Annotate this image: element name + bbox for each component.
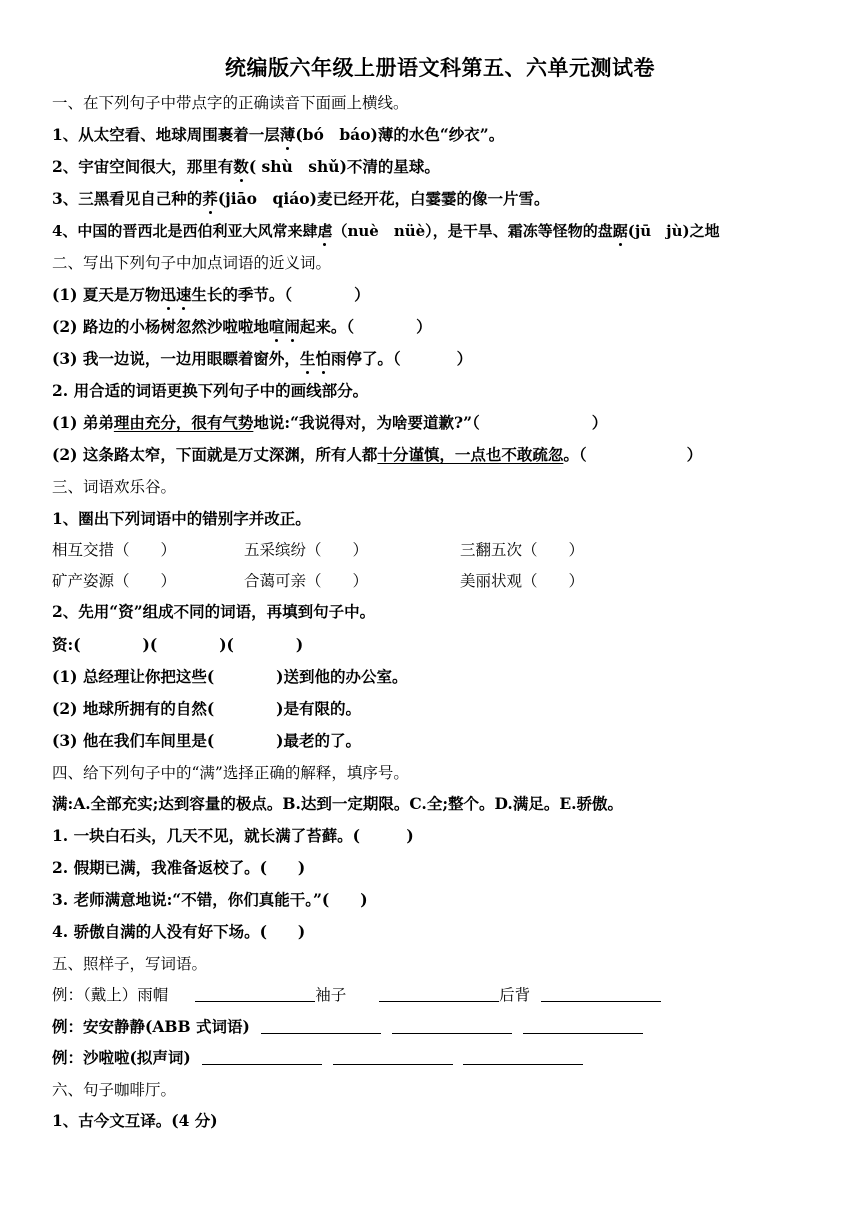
zi-word-line: 资:( )( )( ) <box>52 635 304 654</box>
dotted-char: 怕 <box>315 347 331 371</box>
s2-q3-text: (3) 我一边说，一边用眼瞟着窗外， <box>52 349 300 368</box>
dotted-char: 速 <box>176 283 192 307</box>
close-paren: ） <box>354 285 370 304</box>
section-4-heading: 四、给下列句子中的“满”选择正确的解释，填序号。 <box>52 764 409 782</box>
prompt-word: 袖子 <box>315 986 347 1004</box>
s2-q1-text: (1) 夏天是万物 <box>52 285 161 304</box>
s1-q4-text-mid: ，是干旱、霜冻等怪物的盘 <box>432 222 613 240</box>
s1-q1-text-end: 薄的水色“纱衣”。 <box>377 125 505 144</box>
close-paren: ） <box>591 413 608 432</box>
section-1-heading: 一、在下列句子中带点字的正确读音下面画上横线。 <box>52 94 409 112</box>
s3-sub-1: 1、圈出下列词语中的错别字并改正。 <box>52 509 311 528</box>
s4-question-1: 1. 一块白石头，几天不见，就长满了苔藓。( ) <box>52 826 414 845</box>
s5-example-3 <box>52 1046 583 1070</box>
underlined-phrase: 十分谨慎，一点也不敢疏忽 <box>377 445 564 464</box>
dotted-char: 薄 <box>280 123 296 147</box>
s2-r2-text: (2) 这条路太窄，下面就是万丈深渊，所有人都 <box>52 445 378 464</box>
section-2-heading: 二、写出下列句子中加点词语的近义词。 <box>52 254 332 272</box>
s2-question-3 <box>52 347 472 371</box>
underlined-phrase: 理由充分，很有气势 <box>113 413 254 432</box>
s1-q1-text: 1、从太空看、地球周围裹着一层 <box>52 125 280 144</box>
dotted-char: 虐 <box>317 219 332 243</box>
answer-blank[interactable] <box>195 985 315 1002</box>
s2-sub-heading: 2. 用合适的词语更换下列句子中的画线部分。 <box>52 381 369 400</box>
s2-r1-text: (1) 弟弟 <box>52 413 114 432</box>
section-6-heading: 六、句子咖啡厅。 <box>52 1081 177 1099</box>
pinyin-options: (jiāo qiáo) <box>217 189 317 208</box>
s4-question-2: 2. 假期已满，我准备返校了。( ) <box>52 858 306 877</box>
pinyin-options: ( shù shǔ) <box>248 157 347 176</box>
pinyin-options: (bó báo) <box>295 125 378 144</box>
s2-q2-text-end: 起来。（ <box>299 317 355 336</box>
man-definitions: 满:A.全部充实;达到容量的极点。B.达到一定期限。C.全;整个。D.满足。E.骄傲。 <box>52 794 624 813</box>
s1-q2-text: 2、宇宙空间很大，那里有 <box>52 157 234 176</box>
word-item: 五采缤纷（ ） <box>244 541 369 559</box>
example-text: 例：安安静静(ABB 式词语) <box>52 1017 250 1036</box>
s1-q4-text: 4、中国的晋西北是西伯利亚大风常来肆 <box>52 222 318 240</box>
s1-q3-text-end: 麦已经开花，白霎霎的像一片雪。 <box>316 189 550 208</box>
s1-q3-text: 3、三黑看见自己种的 <box>52 189 203 208</box>
s3-fill-2: (2) 地球所拥有的自然( )是有限的。 <box>52 699 362 718</box>
s2-q3-text-end: 雨停了。（ <box>330 349 401 368</box>
close-paren: ） <box>456 349 473 368</box>
s5-example-1 <box>52 983 661 1007</box>
answer-blank[interactable] <box>463 1048 583 1065</box>
section-5-heading: 五、照样子，写词语。 <box>52 955 208 973</box>
close-paren: ） <box>416 317 432 336</box>
s2-q1-text-end: 生长的季节。（ <box>191 285 293 304</box>
answer-blank[interactable] <box>333 1048 453 1065</box>
s1-q2-text-end: 不清的星球。 <box>346 157 440 176</box>
answer-blank[interactable] <box>541 985 661 1002</box>
dotted-char: 喧 <box>269 315 285 339</box>
s2-r2-text-end: 。（ <box>563 445 587 464</box>
word-item: 合蔼可亲（ ） <box>244 572 369 590</box>
dotted-char: 踞 <box>613 219 628 243</box>
word-item: 美丽状观（ ） <box>460 572 585 590</box>
word-item: 相互交措（ ） <box>52 541 177 559</box>
prompt-word: 后背 <box>499 986 531 1004</box>
close-paren: ） <box>686 445 703 464</box>
answer-blank[interactable] <box>379 985 499 1002</box>
pinyin-options: （nuè nüè） <box>332 222 433 240</box>
s2-question-1 <box>52 283 370 307</box>
word-item: 三翻五次（ ） <box>460 541 585 559</box>
dotted-char: 数 <box>233 155 249 179</box>
answer-blank[interactable] <box>202 1048 322 1065</box>
s3-fill-3: (3) 他在我们车间里是( )最老的了。 <box>52 731 362 750</box>
dotted-char: 生 <box>300 347 316 371</box>
s1-q4-text-end: (jū jù)之地 <box>627 222 720 240</box>
dotted-char: 闹 <box>284 315 300 339</box>
s1-question-4 <box>52 219 720 243</box>
example-text: 例：沙啦啦(拟声词) <box>52 1048 191 1067</box>
s1-question-3 <box>52 187 549 211</box>
exam-title: 统编版六年级上册语文科第五、六单元测试卷 <box>225 55 655 80</box>
dotted-char: 迅 <box>160 283 176 307</box>
dotted-char: 荞 <box>202 187 218 211</box>
s3-sub-2: 2、先用“资”组成不同的词语，再填到句子中。 <box>52 602 376 621</box>
s2-r1-text-end: 地说:“我说得对，为啥要道歉?”（ <box>253 413 480 432</box>
answer-blank[interactable] <box>261 1017 381 1034</box>
s2-replace-2 <box>52 443 702 467</box>
s3-fill-1: (1) 总经理让你把这些( )送到他的办公室。 <box>52 667 408 686</box>
s2-q2-text: (2) 路边的小杨树忽然沙啦啦地 <box>52 317 269 336</box>
s2-replace-1 <box>52 411 607 435</box>
s4-question-4: 4. 骄傲自满的人没有好下场。( ) <box>52 922 306 941</box>
answer-blank[interactable] <box>392 1017 512 1034</box>
s2-question-2 <box>52 315 432 339</box>
section-3-heading: 三、词语欢乐谷。 <box>52 478 177 496</box>
s5-example-2 <box>52 1015 643 1039</box>
s1-question-2 <box>52 155 440 179</box>
word-item: 矿产姿源（ ） <box>52 572 177 590</box>
s4-question-3: 3. 老师满意地说:“不错，你们真能干。”( ) <box>52 890 368 909</box>
s1-question-1 <box>52 123 504 147</box>
answer-blank[interactable] <box>523 1017 643 1034</box>
example-text: 例：（戴上）雨帽 <box>52 986 169 1004</box>
s6-sub-1: 1、古今文互译。(4 分) <box>52 1111 218 1130</box>
